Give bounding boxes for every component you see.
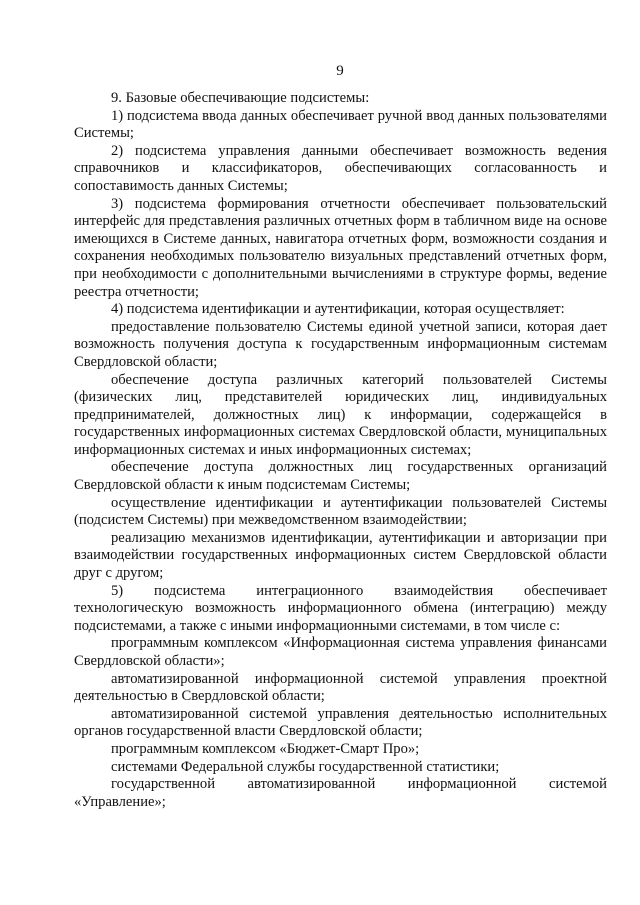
- paragraph: предоставление пользователю Системы единой учетной записи, которая дает возможность получения доступа к государственным информационным системам Свердловской области;: [74, 318, 607, 370]
- paragraph: автоматизированной системой управления деятельностью исполнительных органов государственной власти Свердловской области;: [74, 705, 607, 740]
- paragraph: автоматизированной информационной системой управления проектной деятельностью в Свердловской области;: [74, 670, 607, 705]
- paragraph: осуществление идентификации и аутентификации пользователей Системы (подсистем Системы) при межведомственном взаимодействии;: [74, 494, 607, 529]
- paragraph: 1) подсистема ввода данных обеспечивает ручной ввод данных пользователями Системы;: [74, 107, 607, 142]
- page-number: 9: [336, 63, 344, 79]
- paragraph: 4) подсистема идентификации и аутентификации, которая осуществляет:: [111, 301, 565, 318]
- paragraph: системами Федеральной службы государственной статистики;: [111, 758, 500, 775]
- paragraph: обеспечение доступа должностных лиц государственных организаций Свердловской области к иным подсистемам Системы;: [74, 459, 607, 494]
- document-body: [74, 90, 607, 811]
- paragraph: 2) подсистема управления данными обеспечивает возможность ведения справочников и классификаторов, обеспечивающих согласованность и сопоставимость данных Системы;: [74, 142, 607, 194]
- paragraph: 3) подсистема формирования отчетности обеспечивает пользовательский интерфейс для представления различных отчетных форм в табличном виде на основе имеющихся в Системе данных, навигатора отчетных форм, возможности создания и сохранения необходимых пользователю визуальных представлений отчетных форм, при необходимости с дополнительными вычислениями в структуре формы, ведение реестра отчетности;: [74, 195, 607, 300]
- paragraph: государственной автоматизированной информационной системой «Управление»;: [74, 776, 607, 810]
- paragraph: программным комплексом «Бюджет-Смарт Про»;: [111, 740, 420, 757]
- paragraph: 9. Базовые обеспечивающие подсистемы:: [111, 90, 370, 106]
- paragraph: 5) подсистема интеграционного взаимодействия обеспечивает технологическую возможность информационного обмена (интеграцию) между подсистемами, а также с иными информационными системами, в том числе с:: [74, 582, 607, 634]
- paragraph: программным комплексом «Информационная система управления финансами Свердловской области»;: [74, 635, 607, 669]
- paragraph: реализацию механизмов идентификации, аутентификации и авторизации при взаимодействии государственных информационных систем Свердловской области друг с другом;: [74, 529, 607, 582]
- paragraph: обеспечение доступа различных категорий пользователей Системы (физических лиц, представителей юридических лиц, индивидуальных предпринимателей, должностных лиц) к информации, содержащейся в государственных информационных системах Свердловской области, муниципальных информационных системах и иных информационных системах;: [74, 371, 607, 458]
